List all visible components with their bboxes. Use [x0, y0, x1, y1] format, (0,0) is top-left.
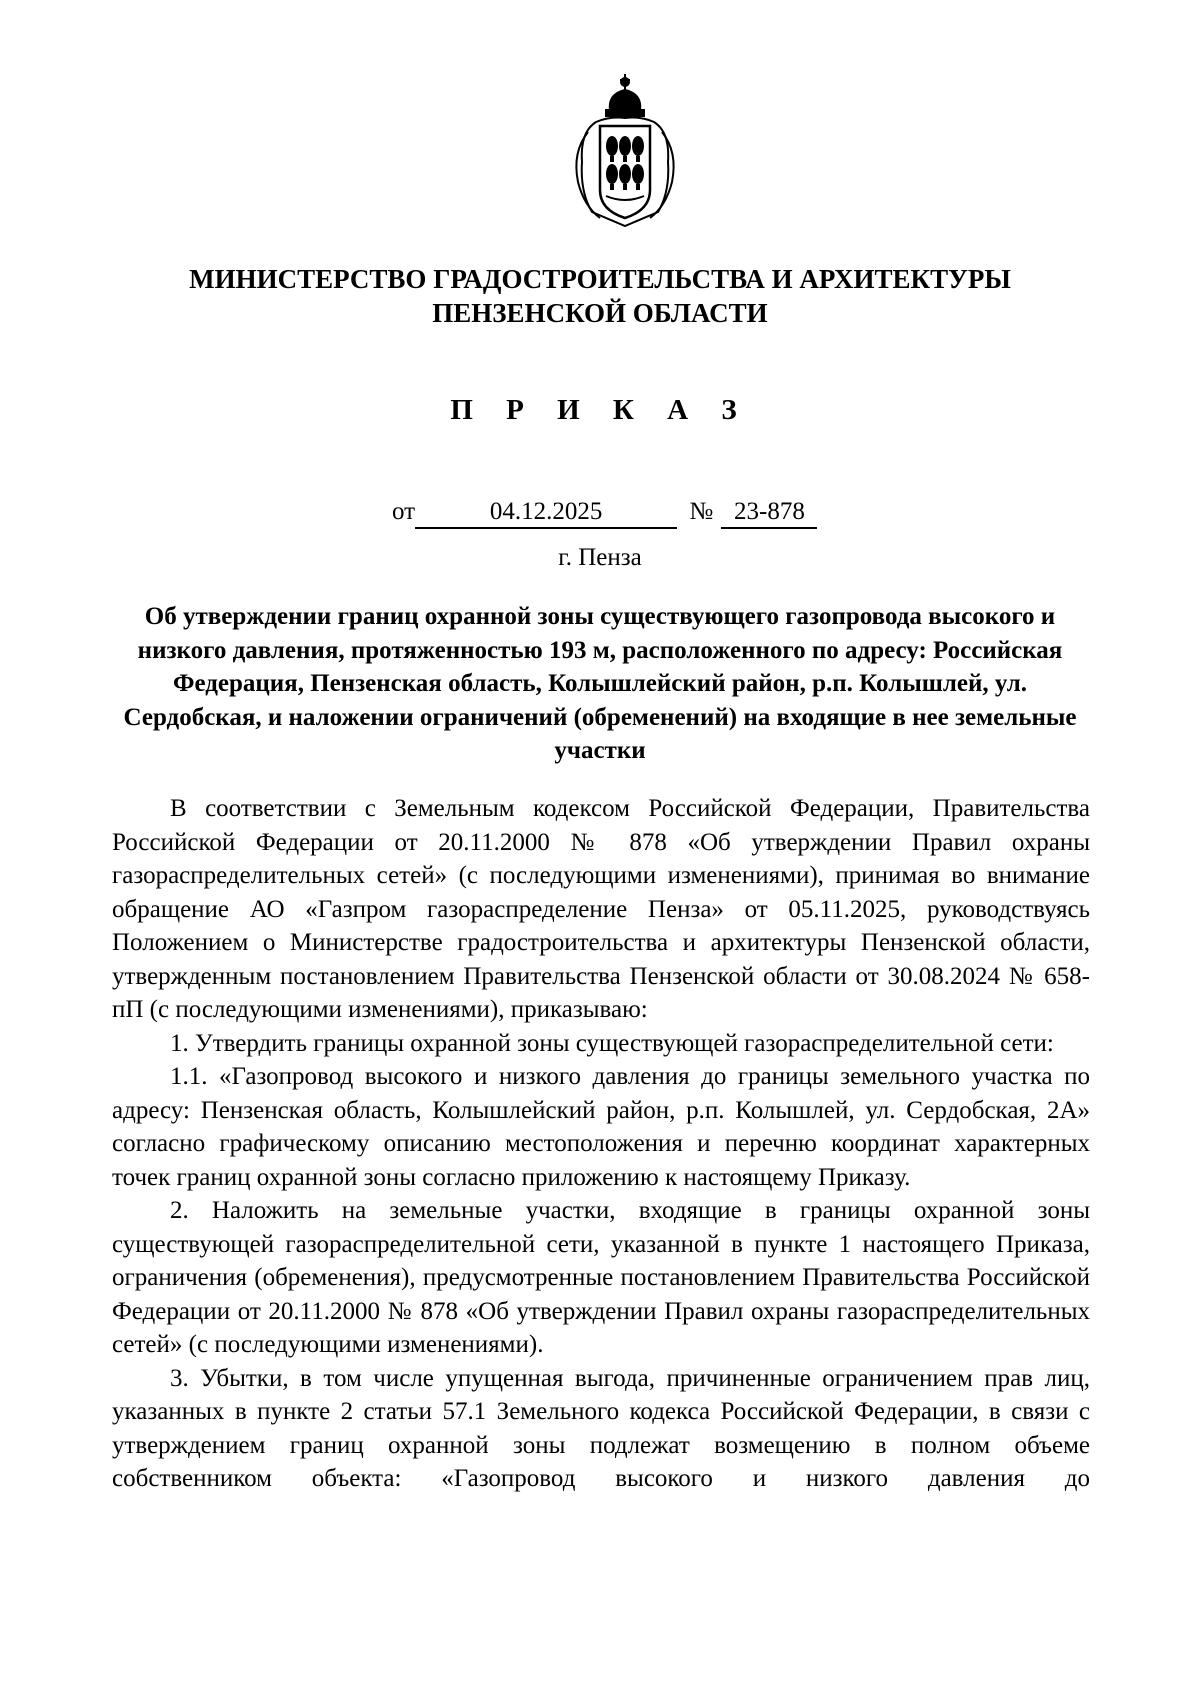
ministry-line-1: МИНИСТЕРСТВО ГРАДОСТРОИТЕЛЬСТВА И АРХИТЕКТУРЫ	[189, 264, 1011, 294]
paragraph-preamble: В соответствии с Земельным кодексом Российской Федерации, Правительства Российской Федерации от 20.11.2000 № 878 «Об утверждении Правил охраны газораспределительных сетей» (с последующими изменениями), принимая во внимание обращение АО «Газпром газораспределение Пенза» от 05.11.2025, руководствуясь Положением о Министерстве градостроительства и архитектуры Пензенской области, утвержденным постановлением Правительства Пензенской области от 30.08.2024 № 658-пП (с последующими изменениями), приказываю:	[112, 795, 1090, 1023]
number-prefix: №	[689, 498, 714, 525]
document-body	[112, 792, 1090, 1496]
coat-of-arms-emblem	[566, 72, 684, 230]
paragraph-item-1: 1. Утвердить границы охранной зоны существующей газораспределительной сети:	[170, 1029, 1054, 1057]
paragraph-item-2: 2. Наложить на земельные участки, входящие в границы охранной зоны существующей газораспределительной сети, указанной в пункте 1 настоящего Приказа, ограничения (обременения), предусмотренные постановлением Правительства Российской Федерации от 20.11.2000 № 878 «Об утверждении Правил охраны газораспределительных сетей» (с последующими изменениями).	[112, 1197, 1090, 1358]
paragraph-item-1-1: 1.1. «Газопровод высокого и низкого давления до границы земельного участка по адресу: Пензенская область, Колышлейский район, р.п. Колышлей, ул. Сердобская, 2А» согласно графическому описанию местоположения и перечню координат характерных точек границ охранной зоны согласно приложению к настоящему Приказу.	[112, 1063, 1090, 1191]
paragraph-item-3: 3. Убытки, в том числе упущенная выгода, причиненные ограничением прав лиц, указанных в пункте 2 статьи 57.1 Земельного кодекса Российской Федерации, в связи с утверждением границ охранной зоны подлежат возмещению в полном объеме собственником объекта: «Газопровод высокого и низкого давления до	[112, 1364, 1090, 1492]
document-number: 23-878	[721, 497, 817, 529]
ministry-name	[100, 262, 1100, 330]
date-number-line	[392, 496, 817, 529]
document-type: П Р И К А З	[450, 394, 750, 426]
document-date: 04.12.2025	[415, 497, 677, 529]
ministry-line-2: ПЕНЗЕНСКОЙ ОБЛАСТИ	[432, 298, 768, 328]
city: г. Пенза	[558, 544, 642, 571]
date-prefix: от	[392, 498, 416, 525]
document-subject: Об утверждении границ охранной зоны существующего газопровода высокого и низкого давления, протяженностью 193 м, расположенного по адресу: Российская Федерация, Пензенская область, Колышлейский район, р.п. Колышлей, ул. Сердобская, и наложении ограничений (обременений) на входящие в нее земельные участки	[123, 603, 1077, 764]
